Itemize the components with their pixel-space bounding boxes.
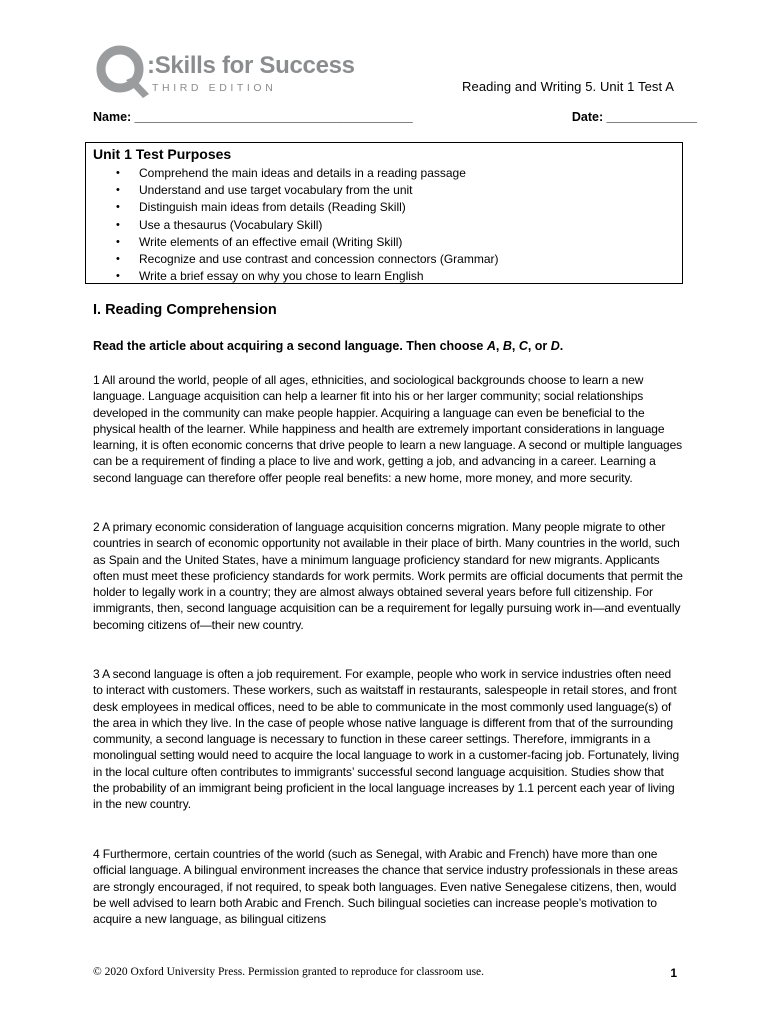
paragraph-4: 4 Furthermore, certain countries of the world (such as Senegal, with Arabic and French) have more than one official language. A bilingual environment increases the chance that service industry professionals in these areas are strongly encouraged, if not required, to speak both languages. Even native Senegalese citizens, then, would be well advised to learn both Arabic and French. Such bilingual societies can increase people’s motivation to acquire a new language, as bilingual citizens — [93, 847, 678, 927]
date-field[interactable]: Date: _____________ — [571, 110, 697, 124]
test-purposes-box — [85, 142, 683, 284]
page-number: 1 — [670, 966, 677, 980]
copyright-text: © 2020 Oxford University Press. Permission granted to reproduce for classroom use. — [93, 966, 485, 978]
bullet-icon: • — [116, 201, 120, 214]
bullet-icon: • — [116, 270, 120, 283]
publisher-logo — [93, 44, 363, 104]
logo-subtitle: THIRD EDITION — [152, 82, 277, 94]
list-item: • Distinguish main ideas from details (Reading Skill) — [116, 200, 406, 215]
test-title: Reading and Writing 5. Unit 1 Test A — [462, 79, 674, 94]
name-field[interactable]: Name: ________________________________________ — [93, 110, 413, 124]
purposes-list — [86, 165, 499, 285]
list-item: • Comprehend the main ideas and details in a reading passage — [116, 166, 466, 180]
footer — [93, 966, 677, 982]
name-date-row — [93, 110, 697, 128]
bullet-icon: • — [116, 184, 120, 197]
q-logo-icon — [93, 44, 153, 104]
bullet-icon: • — [116, 252, 120, 265]
bullet-icon: • — [116, 218, 120, 231]
list-item: • Use a thesaurus (Vocabulary Skill) — [116, 217, 323, 232]
list-item: • Recognize and use contrast and concession connectors (Grammar) — [116, 251, 499, 266]
purposes-title: Unit 1 Test Purposes — [93, 146, 232, 162]
paragraph-3: 3 A second language is often a job requirement. For example, people who work in service industries often need to interact with customers. These workers, such as waitstaff in restaurants, salespeople in retail stores, and front desk employees in medical offices, need to be able to communicate in the most commonly used language(s) of the area in which they live. In the case of people whose native language is different from that of the surrounding community, a second language is necessary to function in these career settings. Therefore, immigrants in a monolingual setting would need to acquire the local language to work in a customer-facing job. Fortunately, living in the local culture often contributes to immigrants’ successful second language acquisition. Studies show that the probability of an immigrant being proficient in the local language increases by 1.1 percent each year of living in the new country. — [93, 667, 680, 812]
list-item: • Write a brief essay on why you chose to learn English — [116, 269, 424, 284]
instruction: Read the article about acquiring a second language. Then choose A, B, C, or D. — [93, 339, 564, 353]
bullet-icon: • — [116, 167, 120, 179]
paragraph-2: 2 A primary economic consideration of language acquisition concerns migration. Many people migrate to other countries in search of economic opportunity not available in their place of birth. Many countries in the world, such as Spain and the United States, have a minimum language proficiency standard for new migrants. Applicants often must meet these proficiency standards for work permits. Work permits are official documents that permit the holder to legally work in a country; they are almost always obtained several years before full citizenship. For immigrants, then, second language acquisition can be a requirement for legally pursuing work in—and eventually becoming citizens of—their new country. — [93, 520, 683, 632]
section-title: I. Reading Comprehension — [93, 302, 277, 318]
list-item: • Understand and use target vocabulary from the unit — [116, 183, 413, 198]
bullet-icon: • — [116, 235, 120, 248]
list-item: • Write elements of an effective email (Writing Skill) — [116, 234, 403, 249]
logo-title: :Skills for Success — [147, 52, 355, 79]
paragraph-1: 1 All around the world, people of all ages, ethnicities, and sociological backgrounds choose to learn a new language. Language acquisition can help a learner fit into his or her larger community; social relationships developed in the community can make people happier. Acquiring a language can even be beneficial to the physical health of the learner. While happiness and health are extremely important considerations in language learning, it is often economic concerns that drive people to learn a new language. A second or multiple languages can be a requirement of finding a place to live and work, getting a job, and advancing in a career. Learning a second language can therefore offer people real benefits: a new home, more money, and more security. — [93, 373, 683, 485]
